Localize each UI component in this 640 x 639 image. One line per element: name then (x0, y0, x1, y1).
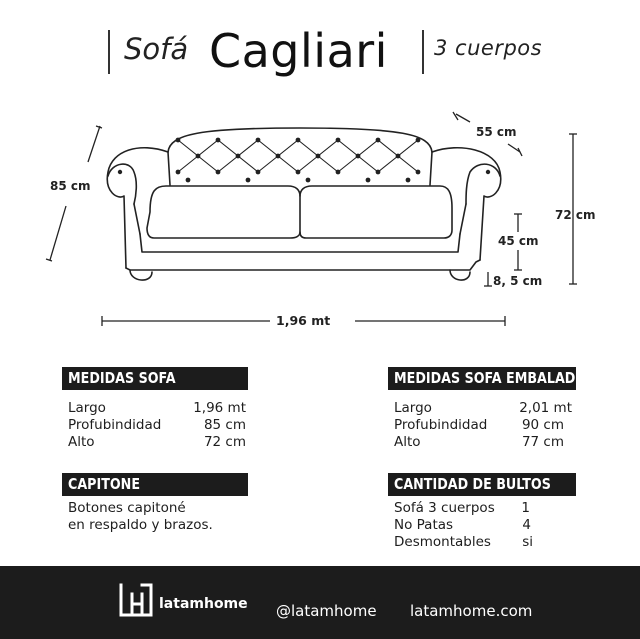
leg-height-label: 8, 5 cm (493, 274, 543, 288)
row-label: Alto (68, 434, 95, 450)
title-prefix: Sofá (124, 32, 189, 66)
row-label: Largo (394, 400, 432, 416)
depth-line-top (88, 126, 100, 162)
back-depth-label: 55 cm (476, 125, 517, 139)
website-link[interactable]: latamhome.com (410, 602, 533, 620)
row-value: 90 cm (521, 417, 564, 433)
row-label: Desmontables (394, 534, 491, 550)
title-block (0, 24, 640, 82)
row-label: Alto (394, 434, 421, 450)
title-divider-left (108, 30, 110, 74)
medidas-sofa-header: MEDIDAS SOFA (62, 367, 248, 390)
width-label: 1,96 mt (276, 313, 331, 328)
sofa-illustration (0, 100, 640, 340)
footer-bar (0, 566, 640, 639)
sofa-diagram (0, 100, 640, 340)
capitone-line-1: Botones capitoné (68, 500, 186, 516)
row-value: 77 cm (521, 434, 564, 450)
row-value: 1 (521, 500, 530, 516)
social-handle[interactable]: @latamhome (276, 602, 377, 620)
row-value: 2,01 mt (519, 400, 572, 416)
capitone-description (68, 500, 213, 534)
title-divider-right (422, 30, 424, 74)
latamhome-logo-icon (118, 582, 154, 618)
row-label: Profubindidad (68, 417, 162, 433)
bultos-header: CANTIDAD DE BULTOS (388, 473, 576, 496)
row-value: 85 cm (203, 417, 246, 433)
height-label: 72 cm (555, 208, 596, 222)
capitone-line-2: en respaldo y brazos. (68, 517, 213, 533)
row-label: Sofá 3 cuerpos (394, 500, 495, 516)
row-label: No Patas (394, 517, 454, 533)
row-value: 4 (522, 517, 531, 533)
product-subtitle: 3 cuerpos (434, 36, 543, 60)
row-value: 1,96 mt (193, 400, 246, 416)
row-value: si (522, 534, 533, 550)
depth-label: 85 cm (50, 179, 91, 193)
row-label: Largo (68, 400, 106, 416)
product-name: Cagliari (209, 24, 388, 78)
row-label: Profubindidad (394, 417, 488, 433)
medidas-embalado-header: MEDIDAS SOFA EMBALADO (388, 367, 576, 390)
seat-height-label: 45 cm (498, 234, 539, 248)
logo-text: latamhome (159, 596, 248, 612)
capitone-header: CAPITONE (62, 473, 248, 496)
row-value: 72 cm (203, 434, 246, 450)
